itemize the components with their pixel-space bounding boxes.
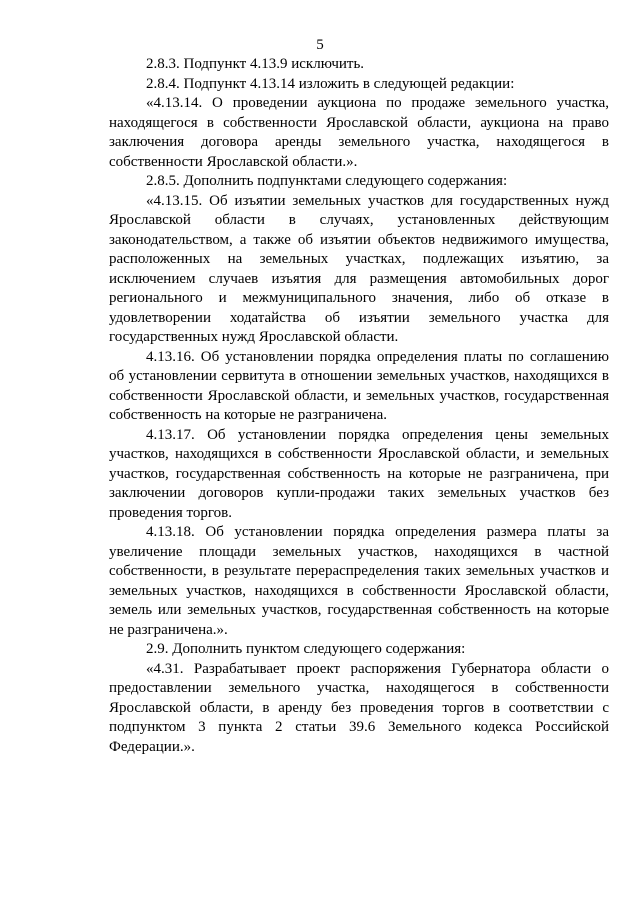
paragraph-4-13-16: 4.13.16. Об установлении порядка определения платы по соглашению об установлении сервитута в отношении земельных участков, находящихся в собственности Ярославской области, и земельных участков, государственная собственность на которые не разграничена.	[109, 348, 609, 423]
paragraph-4-13-14: «4.13.14. О проведении аукциона по продаже земельного участка, находящегося в собственности Ярославской области, аукциона на право заключения договора аренды земельного участка, находящегося в собственности Ярославской области.».	[109, 95, 609, 170]
paragraph-2-8-5: 2.8.5. Дополнить подпунктами следующего содержания:	[146, 173, 508, 189]
paragraph-4-13-17: 4.13.17. Об установлении порядка определения цены земельных участков, находящихся в собственности Ярославской области, и земельных участков, государственная собственность на которые не разграничена, при заключении договоров купли-продажи таких земельных участков без проведения торгов.	[109, 426, 609, 521]
paragraph-4-31: «4.31. Разрабатывает проект распоряжения Губернатора области о предоставлении земельного участка, находящегося в собственности Ярославской области, в аренду без проведения торгов в соответствии с подпунктом 3 пункта 2 статьи 39.6 Земельного кодекса Российской Федерации.».	[109, 660, 609, 755]
paragraph-2-8-4: 2.8.4. Подпункт 4.13.14 изложить в следующей редакции:	[146, 75, 515, 92]
paragraph-4-13-18: 4.13.18. Об установлении порядка определения размера платы за увеличение площади земельных участков, находящихся в частной собственности, в результате перераспределения таких земельных участков и земельных участков, находящихся в собственности Ярославской области, земель или земельных участков, государственная собственность на которые не разграничена.».	[109, 524, 609, 638]
paragraph-2-8-3: 2.8.3. Подпункт 4.13.9 исключить.	[146, 56, 365, 72]
page-number: 5	[316, 37, 324, 53]
document-body	[109, 55, 609, 757]
paragraph-4-13-15: «4.13.15. Об изъятии земельных участков для государственных нужд Ярославской области в случаях, установленных действующим законодательством, а также об изъятии объектов недвижимого имущества, расположенных на земельных участках, подлежащих изъятию, за исключением случаев изъятия для размещения автомобильных дорог регионального и межмуниципального значения, либо об отказе в удовлетворении ходатайства об изъятии земельного участка для государственных нужд Ярославской области.	[109, 192, 609, 345]
paragraph-2-9: 2.9. Дополнить пунктом следующего содержания:	[146, 641, 466, 657]
